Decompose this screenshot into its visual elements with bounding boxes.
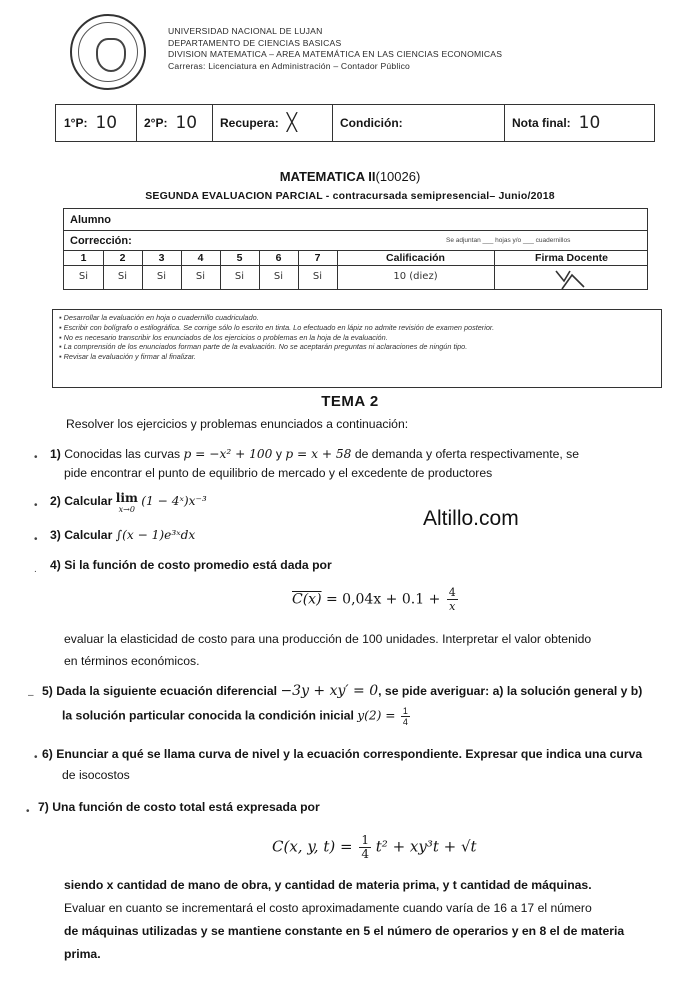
institution-line: DEPARTAMENTO DE CIENCIAS BASICAS — [168, 37, 342, 48]
fraction — [401, 706, 410, 727]
exercise-4-cont: evaluar la elasticidad de costo para una producción de 100 unidades. Interpretar el valor obtenido — [64, 632, 592, 646]
mark-1: Si — [78, 271, 89, 282]
exercise-text: Calcular — [64, 494, 113, 508]
bullet-mark: • — [26, 806, 30, 817]
total-cost-rhs: t² + xy³t + √t — [375, 837, 477, 856]
fraction — [359, 834, 371, 861]
alumno-row — [64, 209, 647, 231]
p1-value: 10 — [95, 113, 118, 133]
total-cost-equation — [272, 834, 477, 861]
subject-name: MATEMATICA II — [279, 169, 376, 184]
adjuntan-text: Se adjuntan ___ hojas y/o ___ cuadernillos — [446, 237, 571, 244]
subject-title — [0, 169, 700, 184]
fraction-numerator: 4 — [448, 586, 456, 599]
exercise-number: 6) — [42, 747, 53, 761]
limit-operator — [116, 492, 138, 516]
exercise-5 — [42, 682, 642, 701]
final-value: 10 — [578, 113, 601, 133]
bullet-mark: • — [34, 752, 38, 763]
subject-code: (10026) — [375, 169, 421, 184]
mark-2: Si — [117, 271, 128, 282]
tema-heading: TEMA 2 — [321, 393, 379, 410]
limit-expression: (1 − 4ˣ)x⁻³ — [141, 494, 207, 508]
average-cost-rhs: = 0,04x + 0.1 + — [325, 591, 441, 608]
mark-4: Si — [195, 271, 206, 282]
institution-line: Carreras: Licenciatura en Administración – Contador Público — [168, 60, 411, 71]
fraction-numerator: 1 — [402, 706, 408, 716]
fraction-denominator: x — [449, 600, 456, 613]
exercise-text: Una función de costo total está expresada por — [52, 800, 320, 814]
exercise-number: 7) — [38, 800, 49, 814]
lim-subscript: x→0 — [118, 505, 135, 514]
grades-box — [55, 104, 655, 142]
differential-equation: −3y + xy′ = 0 — [280, 683, 379, 699]
exercise-7-cont: de máquinas utilizadas y se mantiene constante en 5 el número de operarios y en 8 el de materia — [64, 924, 625, 938]
fraction-denominator: 4 — [361, 847, 369, 861]
correccion-row — [64, 231, 647, 251]
bullet-mark: • — [34, 452, 38, 463]
grades-divider — [136, 105, 137, 141]
mark-5: Si — [234, 271, 245, 282]
exercise-6 — [42, 745, 642, 764]
bullet-mark: • — [34, 500, 38, 511]
exercise-text: Si la función de costo promedio está dada por — [64, 558, 332, 572]
bullet-mark: • — [34, 534, 38, 545]
bullet-mark: – — [28, 690, 34, 701]
exercise-text: Dada la siguiente ecuación diferencial — [56, 684, 278, 698]
institution-line: DIVISION MATEMATICA – AREA MATEMÁTICA EN LAS CIENCIAS ECONOMICAS — [168, 49, 503, 60]
mark-7: Si — [312, 271, 323, 282]
col-header-1: 1 — [80, 252, 87, 264]
fraction-numerator: 1 — [361, 833, 369, 847]
exercise-text: y — [275, 447, 282, 461]
exercise-3 — [50, 526, 195, 545]
exercise-1 — [50, 445, 670, 464]
p1-label: 1°P: — [64, 116, 88, 130]
instructions-box — [52, 309, 662, 388]
mark-6: Si — [273, 271, 284, 282]
demand-equation: p = −x² + 100 — [183, 447, 273, 461]
exercise-number: 2) — [50, 494, 61, 508]
total-cost-lhs: C(x, y, t) = — [272, 837, 353, 856]
p2-value: 10 — [175, 113, 198, 133]
exercise-text: Conocidas las curvas — [64, 447, 181, 461]
exercise-text: de demanda y oferta respectivamente, se — [354, 447, 580, 461]
col-header-4: 4 — [197, 252, 204, 264]
recupera-label: Recupera: — [220, 116, 279, 130]
integral-expression: ∫(x − 1)e³ˣdx — [115, 528, 196, 542]
recupera-value: ╳ — [286, 113, 297, 133]
p2-cell — [144, 105, 197, 141]
calificacion-header: Calificación — [386, 252, 445, 264]
exercise-text: Enunciar a qué se llama curva de nivel y la ecuación correspondiente. Expresar que indica una curva — [56, 747, 643, 761]
condicion-label: Condición: — [340, 116, 403, 130]
grades-divider — [332, 105, 333, 141]
institution-line: UNIVERSIDAD NACIONAL DE LUJAN — [168, 26, 323, 36]
bullet-mark: . — [34, 564, 37, 575]
exercise-number: 5) — [42, 684, 53, 698]
average-cost-equation — [292, 586, 458, 613]
final-label: Nota final: — [512, 116, 571, 130]
instruction-item: ▪ La comprensión de los enunciados forman parte de la evaluación. No se aceptarán preguntas ni aclaraciones de ningún tipo. — [59, 342, 655, 352]
exercise-text: , se pide averiguar: a) la solución general y b) — [378, 684, 643, 698]
institution-header — [168, 26, 502, 72]
watermark: Altillo.com — [423, 507, 519, 530]
calificacion-value: 10 (diez) — [393, 271, 438, 282]
p2-label: 2°P: — [144, 116, 168, 130]
exercise-text: Calcular — [64, 528, 113, 542]
fraction — [447, 586, 458, 613]
exercise-5-cont — [62, 706, 410, 727]
firma-header: Firma Docente — [535, 252, 608, 264]
mark-3: Si — [156, 271, 167, 282]
exercise-1-cont: pide encontrar el punto de equilibrio de mercado y el excedente de productores — [64, 466, 493, 480]
exercise-7-cont: Evaluar en cuanto se incrementará el costo aproximadamente cuando varía de 16 a 17 el número — [64, 901, 592, 915]
col-header-3: 3 — [158, 252, 165, 264]
condicion-cell — [340, 105, 403, 141]
final-cell — [512, 105, 600, 141]
instruction-item: ▪ No es necesario transcribir los enunciados de los ejercicios o problemas en la hoja de la evaluación. — [59, 333, 655, 343]
col-header-6: 6 — [275, 252, 282, 264]
alumno-label: Alumno — [70, 214, 111, 226]
exercise-text: la solución particular conocida la condición inicial — [62, 708, 354, 723]
col-header-2: 2 — [119, 252, 126, 264]
exercise-4 — [50, 556, 332, 575]
exercise-2 — [50, 492, 207, 516]
university-seal — [70, 14, 146, 90]
lim-text: lim — [115, 491, 138, 505]
p1-cell — [64, 105, 117, 141]
grades-divider — [212, 105, 213, 141]
supply-equation: p = x + 58 — [285, 447, 352, 461]
fraction-denominator: 4 — [402, 717, 408, 727]
instruction-item: ▪ Escribir con bolígrafo o estilográfica. Se corrige sólo lo escrito en tinta. Lo efectuado en lápiz no admite revisión de examen posterior. — [59, 323, 655, 333]
average-cost-lhs: C(x) — [292, 591, 322, 608]
exercise-number: 3) — [50, 528, 61, 542]
exercise-7 — [38, 798, 320, 817]
exercise-number: 1) — [50, 447, 61, 461]
student-table — [63, 208, 648, 290]
exercise-7-cont: prima. — [64, 947, 101, 961]
exam-subtitle: SEGUNDA EVALUACION PARCIAL - contracursada semipresencial– Junio/2018 — [145, 190, 555, 202]
col-header-5: 5 — [236, 252, 243, 264]
exercise-6-cont: de isocostos — [62, 768, 130, 782]
col-header-7: 7 — [314, 252, 321, 264]
correccion-label: Corrección: — [70, 235, 132, 247]
teacher-signature — [554, 267, 590, 291]
recupera-cell — [220, 105, 297, 141]
intro-text: Resolver los ejercicios y problemas enunciados a continuación: — [66, 417, 409, 431]
exercise-7-cont: siendo x cantidad de mano de obra, y cantidad de materia prima, y t cantidad de máquinas. — [64, 878, 592, 892]
grades-divider — [504, 105, 505, 141]
instruction-item: ▪ Desarrollar la evaluación en hoja o cuadernillo cuadriculado. — [59, 313, 655, 323]
exercise-4-cont: en términos económicos. — [64, 654, 200, 668]
instruction-item: ▪ Revisar la evaluación y firmar al finalizar. — [59, 352, 655, 362]
initial-condition: y(2) = — [357, 708, 396, 723]
exercise-number: 4) — [50, 558, 61, 572]
